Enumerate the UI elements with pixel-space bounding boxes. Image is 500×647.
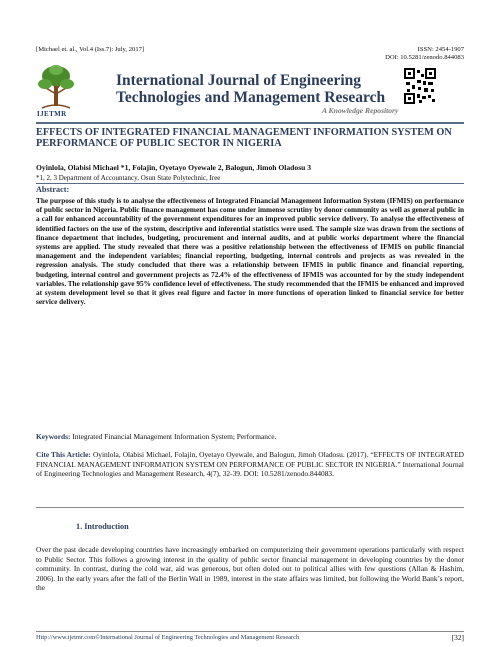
journal-logo-text: IJETMR (37, 110, 67, 118)
paper-affiliation: *1, 2, 3 Department of Accountancy, Osun State Polytechnic, Iree (36, 174, 221, 182)
footer-journal-link[interactable]: Http://www.ijetmr.com©International Journal of Engineering Technologies and Management Research (36, 634, 300, 641)
paper-authors: Oyinlola, Olabisi Michael *1, Folajin, Oyetayo Oyewale 2, Balogun, Jimoh Oladosu 3 (36, 163, 312, 172)
citation-label: Cite This Article: (36, 450, 91, 459)
footer-divider (36, 631, 464, 632)
issn: ISSN: 2454-1907 (417, 46, 464, 53)
keywords (36, 432, 464, 441)
journal-logo-icon (36, 64, 76, 116)
masthead-divider (36, 122, 464, 124)
intro-divider (36, 507, 464, 508)
running-header-right (385, 46, 464, 62)
keywords-label: Keywords: (36, 432, 71, 441)
header-doi: DOI: 10.5281/zenodo.844083 (385, 54, 464, 61)
keywords-text: Integrated Financial Management Information System; Performance. (72, 432, 277, 441)
journal-tagline: A Knowledge Repository (322, 106, 399, 115)
citation (36, 450, 464, 479)
journal-title-line2: Technologies and Management Research (116, 89, 386, 106)
introduction-body: Over the past decade developing countries have increasingly embarked on computerizing their government operations particularly with respect to Public Sector. This follows a growing interest in the quality of public sector financial management in developing countries by the donor community. In contrast, during the cold war, aid was generous, but often doled out to political allies with few questions (Allan & Hashim, 2006). In the early years after the fall of the Berlin Wall in 1989, interest in the state affairs was limited, but following the World Bank’s report, the (36, 545, 464, 593)
introduction-heading: 1. Introduction (76, 522, 129, 531)
qr-code-icon (404, 68, 436, 104)
page-number: [32] (451, 633, 464, 642)
abstract-divider (36, 183, 464, 184)
running-header-left: [Michael et. al., Vol.4 (Iss.7): July, 2017] (36, 46, 145, 53)
journal-title (116, 72, 385, 106)
abstract-body: The purpose of this study is to analyse the effectiveness of Integrated Financial Management Information System (IFMIS) on performance of public sector in Nigeria. Public finance management has come under immense scrutiny by donor community as well as general public in a call for enhanced accountability of the government expenditures for an improved public service delivery. To analyse the effectiveness of identified factors on the use of the system, descriptive and inferential statistics were used. The sample size was drawn from the sections of finance department that includes, budgeting, procurement and internal audits, and at public works department where the financial systems are applied. The study revealed that there was a positive relationship between the effectiveness of IFMIS on public financial management and the independent variables; financial reporting, budgeting, internal controls and projects as was revealed in the regression analysis. The study concluded that there was a relationship between IFMIS in public finance and financial reporting, budgeting, internal control and government projects as 72.4% of the effectiveness of IFMIS was accounted for by the study independent variables. The relationship gave 95% confidence level of effectiveness. The study recommended that the IFMIS be enhanced and improved at system development level so that it gives real figure and factor in more functions of operation linked to financial service for better service delivery. (36, 197, 464, 307)
citation-text: Oyinlola, Olabisi Michael, Folajin, Oyetayo Oyewale, and Balogun, Jimoh Oladosu. (2017). “EFFECTS OF INTEGRATED FINANCIAL MANAGEMENT INFORMATION SYSTEM ON PERFORMANCE OF PUBLIC SECTOR IN NIGERIA.” International Journal of Engineering Technologies and Management Research, 4(7), 32-39. DOI: 10.5281/zenodo.844083. (36, 450, 464, 479)
journal-title-line1: International Journal of Engineering (116, 72, 362, 89)
paper-title: EFFECTS OF INTEGRATED FINANCIAL MANAGEMENT INFORMATION SYSTEM ON PERFORMANCE OF PUBLIC SECTOR IN NIGERIA (36, 127, 452, 149)
abstract-label: Abstract: (36, 185, 70, 194)
journal-masthead (36, 64, 464, 122)
